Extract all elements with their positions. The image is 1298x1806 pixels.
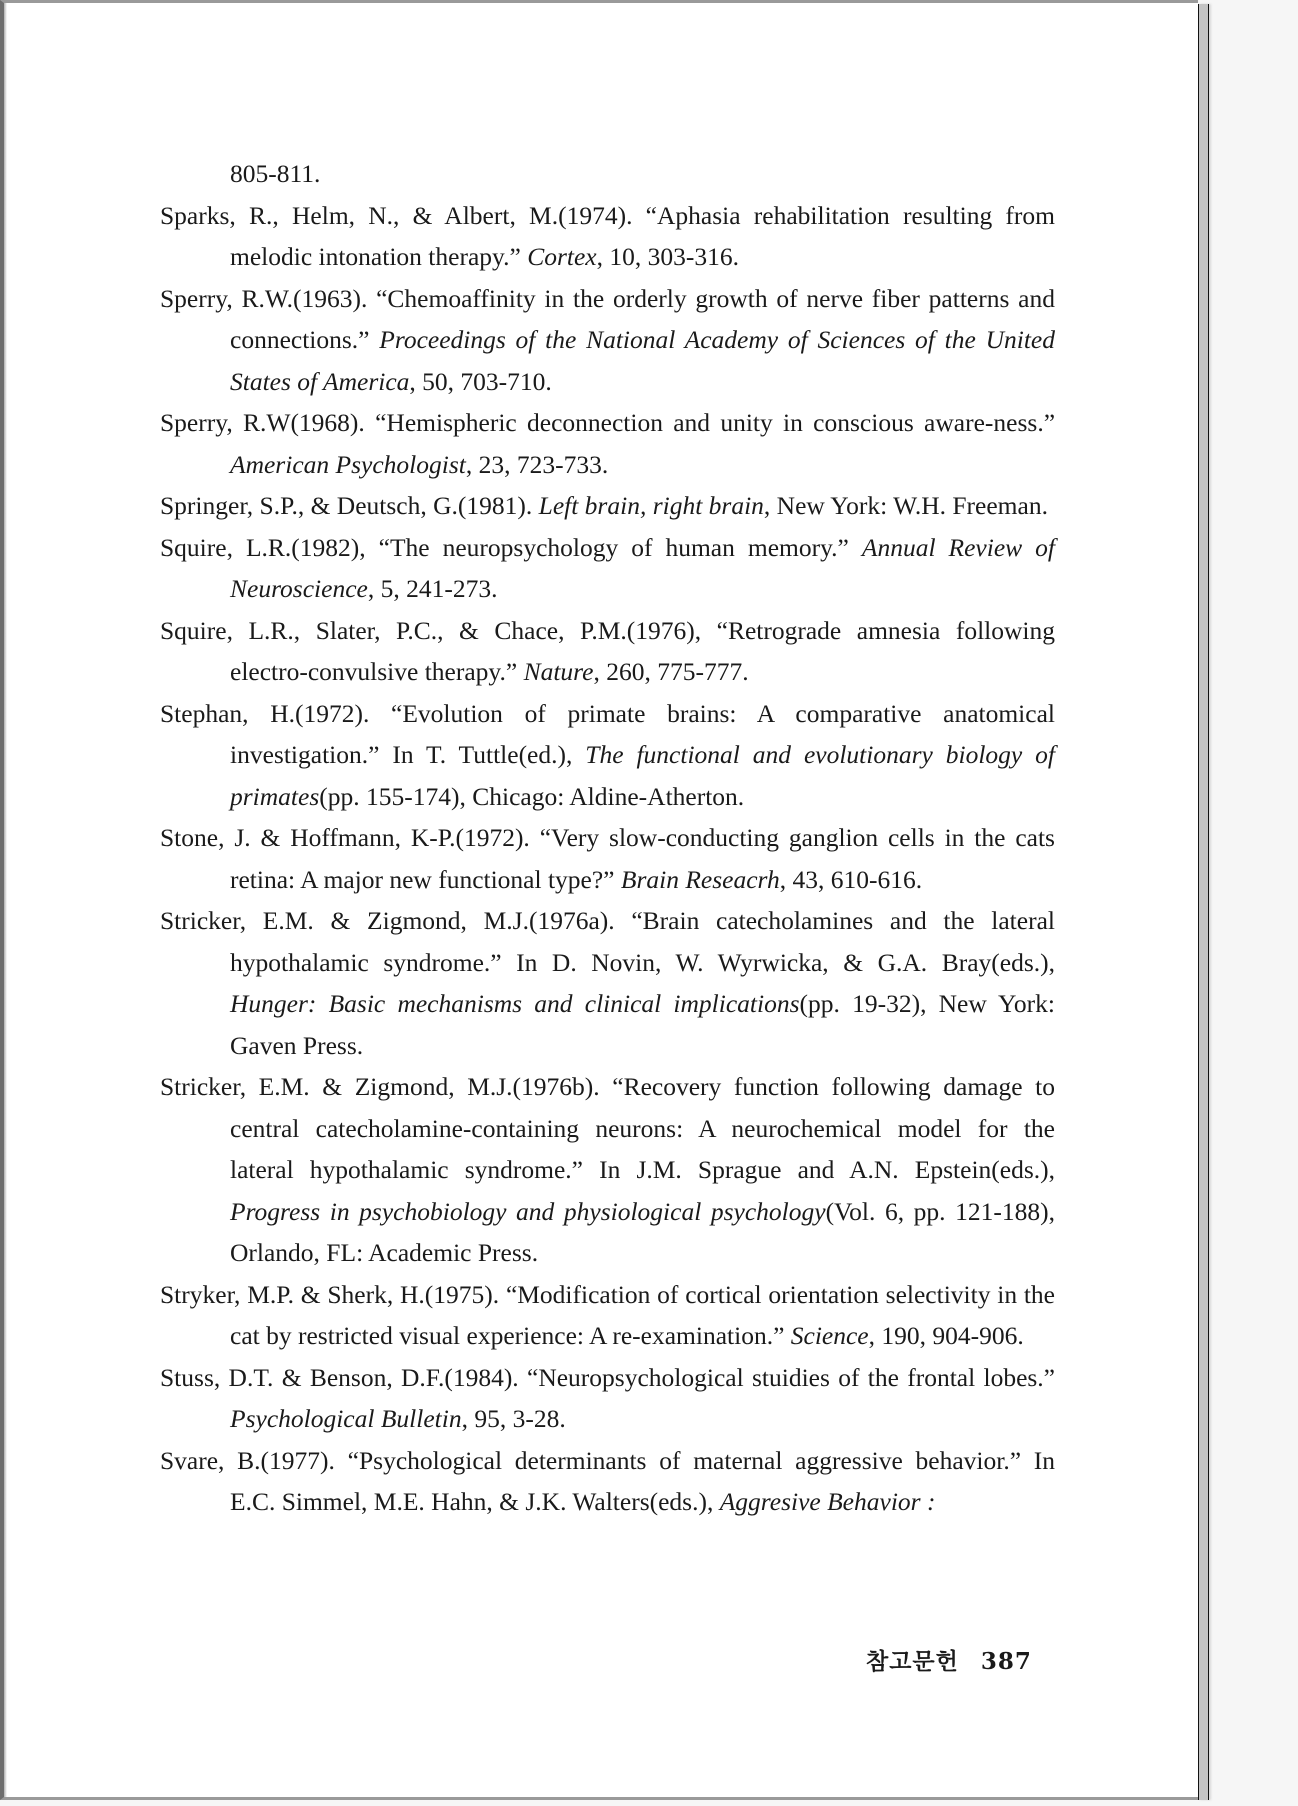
ref-details: (pp. 155-174), Chicago: Aldine-Atherton. <box>319 781 745 811</box>
ref-source: Progress in psychobiology and physiological psychology <box>230 1196 826 1226</box>
ref-author: Sperry, R.W(1968). <box>160 408 376 437</box>
ref-author: Springer, S.P., & Deutsch, G.(1981). <box>160 491 539 520</box>
reference-entry <box>160 527 1055 610</box>
ref-details: , 43, 610-616. <box>779 864 923 894</box>
reference-entry <box>160 1066 1055 1274</box>
ref-title: “Modification of cortical orientation selectivity in the cat by restricted visual experience: A re-examination.” <box>230 1279 1055 1350</box>
ref-title: “Psychological determinants of maternal aggressive behavior.” In E.C. Simmel, M.E. Hahn, & J.K. Walters(eds.), <box>230 1445 1055 1516</box>
reference-entry <box>160 195 1055 278</box>
ref-details: , 190, 904-906. <box>868 1321 1024 1350</box>
reference-entry <box>160 900 1055 1066</box>
reference-entry <box>160 817 1055 900</box>
ref-details: , 95, 3-28. <box>461 1404 566 1433</box>
ref-author: Stricker, E.M. & Zigmond, M.J.(1976a). <box>160 906 632 935</box>
ref-source: Cortex <box>527 242 597 271</box>
ref-source: Annual Review of Neuroscience <box>230 532 1055 603</box>
ref-title: “Recovery function following damage to central catecholamine-containing neurons: A neurochemical model for the lateral hypothalamic syndrome.” In J.M. Sprague and A.N. Epstein(eds.), <box>230 1072 1055 1184</box>
ref-author: Stone, J. & Hoffmann, K-P.(1972). <box>160 823 540 852</box>
ref-title: “Evolution of primate brains: A comparative anatomical investigation.” In T. Tuttle(ed.), <box>230 698 1055 769</box>
reference-entry <box>160 610 1055 693</box>
ref-author: Svare, B.(1977). <box>160 1445 348 1475</box>
ref-details: , 10, 303-316. <box>596 242 739 271</box>
ref-source: Science <box>790 1321 869 1350</box>
page-edge-binding <box>1198 4 1209 1800</box>
reference-entry <box>160 402 1055 485</box>
ref-details: , New York: W.H. Freeman. <box>763 491 1048 520</box>
ref-source: Psychological Bulletin <box>230 1404 462 1433</box>
ref-source: Hunger: Basic mechanisms and clinical implications <box>230 989 800 1018</box>
ref-author: Squire, L.R., Slater, P.C., & Chace, P.M.(1976), <box>160 615 717 645</box>
reference-entry <box>160 1440 1055 1523</box>
ref-details: , 260, 775-777. <box>593 657 749 686</box>
continuation-text: 805-811. <box>230 159 321 188</box>
reference-list <box>160 153 1055 1523</box>
ref-author: Sperry, R.W.(1963). <box>160 283 377 313</box>
running-footer-section: 참고문헌 <box>866 1649 959 1675</box>
ref-author: Sparks, R., Helm, N., & Albert, M.(1974). <box>160 200 646 230</box>
ref-title: “Brain catecholamines and the lateral hypothalamic syndrome.” In D. Novin, W. Wyrwicka, & G.A. Bray(eds.), <box>230 906 1055 977</box>
ref-title: “Very slow-conducting ganglion cells in the cats retina: A major new functional type?” <box>230 823 1055 894</box>
reference-entry <box>160 485 1055 527</box>
ref-title: “Neuropsychological stuidies of the frontal lobes.” <box>527 1362 1056 1392</box>
reference-entry <box>160 1357 1055 1440</box>
ref-source: Proceedings of the National Academy of Sciences of the United States of America <box>230 325 1055 396</box>
ref-author: Stryker, M.P. & Sherk, H.(1975). <box>160 1279 506 1309</box>
reference-entry <box>160 278 1055 403</box>
ref-source: American Psychologist <box>230 449 466 479</box>
ref-title: “Chemoaffinity in the orderly growth of nerve fiber patterns and connections.” <box>230 283 1055 354</box>
ref-details: , 50, 703-710. <box>409 366 552 396</box>
ref-details: , 5, 241-273. <box>367 574 498 603</box>
ref-source: Brain Reseacrh <box>620 864 780 894</box>
ref-author: Stephan, H.(1972). <box>160 698 392 728</box>
ref-author: Stuss, D.T. & Benson, D.F.(1984). <box>160 1362 527 1392</box>
ref-details: (Vol. 6, pp. 121-188), Orlando, FL: Academic Press. <box>230 1196 1055 1267</box>
ref-source: Nature <box>523 657 594 686</box>
page-footer <box>866 1643 1032 1676</box>
ref-details: (pp. 19-32), New York: Gaven Press. <box>230 989 1055 1060</box>
ref-author: Squire, L.R.(1982), <box>160 532 379 562</box>
ref-title: “The neuropsychology of human memory.” <box>378 532 862 562</box>
reference-entry <box>160 1274 1055 1357</box>
page-number: 387 <box>980 1648 1032 1675</box>
ref-details: , 23, 723-733. <box>465 449 609 479</box>
ref-title: “Hemispheric deconnection and unity in conscious aware-ness.” <box>375 408 1056 437</box>
ref-author: Stricker, E.M. & Zigmond, M.J.(1976b). <box>160 1072 613 1101</box>
ref-source: Aggresive Behavior : <box>719 1487 936 1516</box>
ref-source: Left brain, right brain <box>538 491 764 520</box>
reference-entry <box>160 693 1055 818</box>
ref-source: The functional and evolutionary biology of primates <box>230 740 1056 811</box>
ref-title: “Aphasia rehabilitation resulting from melodic intonation therapy.” <box>230 200 1055 271</box>
ref-title: “Retrograde amnesia following electro-convulsive therapy.” <box>230 615 1055 686</box>
